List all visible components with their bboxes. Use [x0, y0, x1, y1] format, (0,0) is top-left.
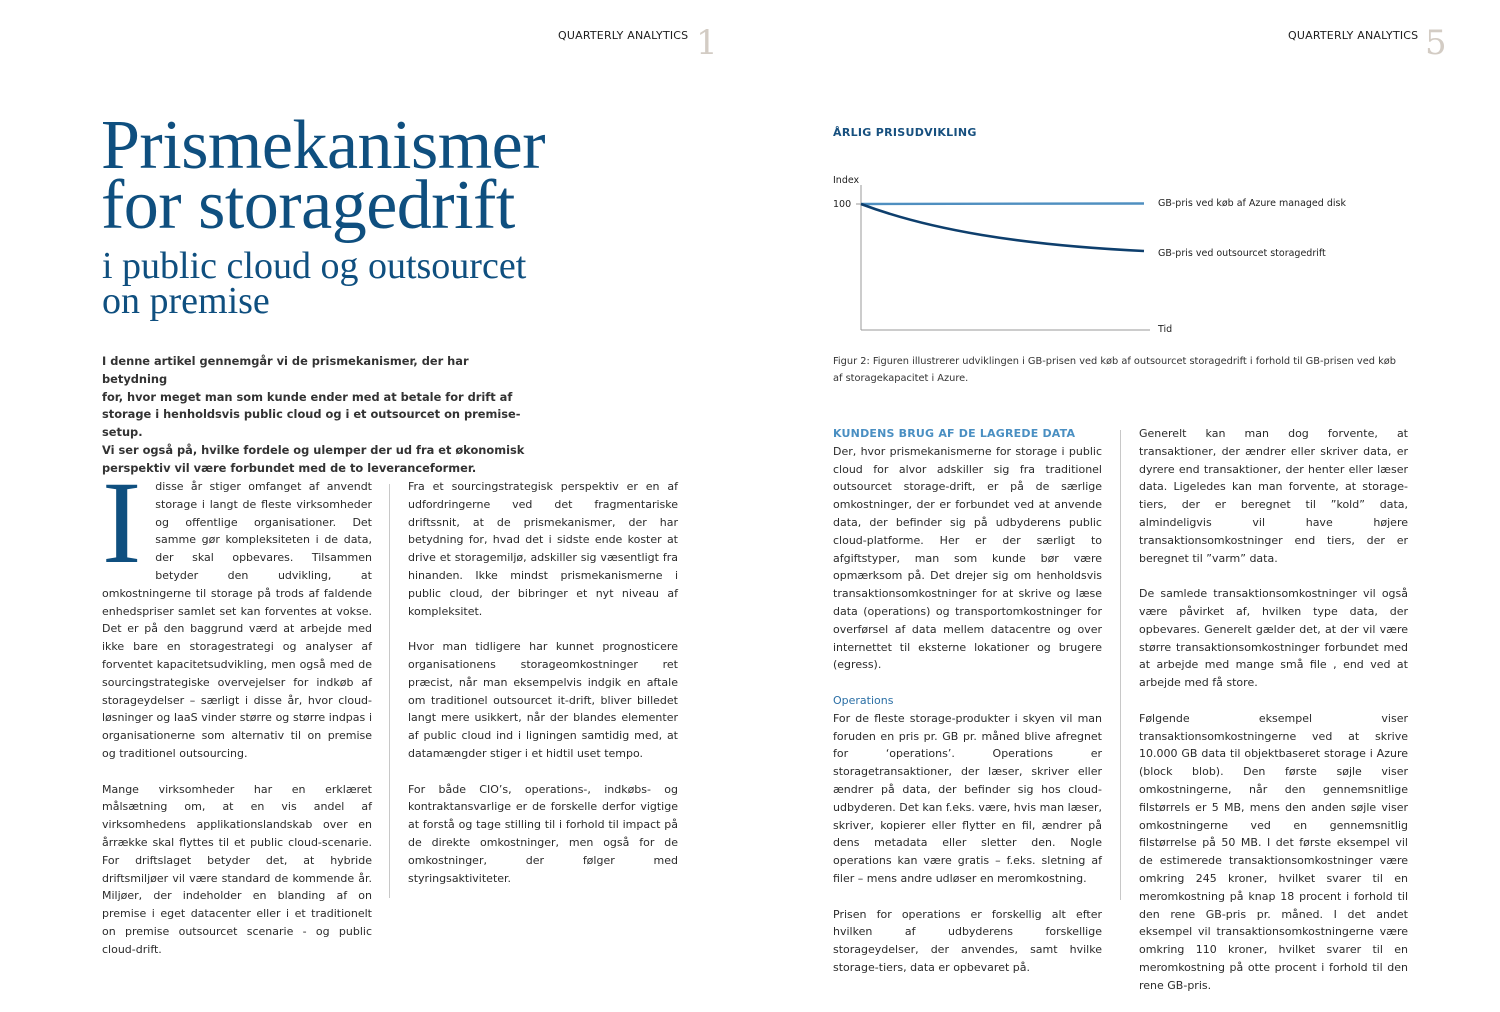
line-chart [850, 185, 1150, 335]
azure-line [861, 204, 1144, 205]
body-paragraph: Der, hvor prismekanismerne for storage i public cloud for alvor adskiller sig fra traditionel outsourcet storage-drift, er på de særlige omkostninger, der er forbundet ved at anvende data, der befinder sig på udbyderens public cloud-platforme. Her er der særligt to afgiftstyper, man som kunde bør være opmærksom på. Det drejer sig om henholdsvis transaktionsomkostninger for at skrive og læse data (operations) og transportomkostninger for overførsel af data mellem datacentre og over internettet til eksterne lokationer og brugere (egress). [833, 444, 1102, 672]
drop-cap: I [102, 457, 142, 588]
body-paragraph: For de fleste storage-produkter i skyen vil man foruden en pris pr. GB pr. måned blive afregnet for ‘operations’. Operations er storagetransaktioner, der læser, skriver eller ændrer på data, der befinder sig hos cloud-udbyderen. Det kan f.eks. være, hvis man læser, skriver, kopierer eller flytter en fil, ændrer på dens metadata eller sletter den. Nogle operations kan være gratis – f.eks. sletning af filer – mens andre udløser en meromkostning. [833, 711, 1102, 885]
body-paragraph: De samlede transaktionsomkostninger vil også være påvirket af, hvilken type data, der opbevares. Generelt gælder det, at der vil være større transaktionsomkostninger forbundet med at arbejde med mange små file , end ved at arbejde med få store. [1139, 587, 1408, 690]
body-paragraph: Prisen for operations er forskellig alt efter hvilken af udbyderens forskellige storageydelser, der anvendes, samt hvilke storage-tiers, data er opbevaret på. [833, 907, 1102, 974]
article-subtitle [102, 245, 527, 322]
lead-line: perspektiv vil være forbundet med de to leveranceformer. [102, 460, 477, 475]
legend-outsourced: GB-pris ved outsourcet storagedrift [1158, 248, 1326, 259]
lead-paragraph [102, 353, 532, 478]
running-head-right: QUARTERLY ANALYTICS [1288, 29, 1419, 42]
page-number-right: 5 [1425, 23, 1447, 63]
legend-azure: GB-pris ved køb af Azure managed disk [1158, 198, 1346, 209]
body-paragraph: Følgende eksempel viser transaktionsomkostningerne ved at skrive 10.000 GB data til objektbaseret storage i Azure (block blob). Den første søjle viser omkostningerne, når den gennemsnitlige filstørrels er 5 MB, mens den anden søjle viser omkostningerne ved en gennemsnitlig filstørrelse på 50 MB. I det første eksempel vil de estimerede transaktionsomkostninger være omkring 245 kroner, hvilket svarer til en meromkostning på knap 18 procent i forhold til den rene GB-pris pr. måned. I det andet eksempel vil transaktionsomkostningerne være omkring 110 kroner, hvilket svarer til en meromkostning på otte procent i forhold til den rene GB-pris. [1139, 711, 1408, 992]
body-paragraph: I disse år stiger omfanget af anvendt storage i langt de fleste virksomheder og offentlige organisationer. Det samme gør kompleksiteten i de data, der skal opbevares. Tilsammen betyder den udvikling, at omkostningerne til storage på trods af faldende enhedspriser samlet set kan forventes at vokse. Det er på den baggrund værd at arbejde med ikke bare en storagestrategi og analyser af forventet kapacitetsudvikling, men også med de sourcingstrategiske overvejelser for indkøb af storageydelser – særligt i disse år, hvor cloud-løsninger og IaaS vinder større og større indpas i organisationerne som alternativ til on premise og traditionel outsourcing. [102, 457, 372, 760]
lead-line: I denne artikel gennemgår vi de prismekanismer, der har betydning [102, 354, 469, 386]
section-heading: KUNDENS BRUG AF DE LAGREDE DATA [833, 427, 1076, 440]
column-divider [1120, 430, 1121, 900]
right-column-2 [1139, 425, 1408, 1012]
figure-caption: Figur 2: Figuren illustrerer udviklingen i GB-prisen ved køb af outsourcet storagedrift i forhold til GB-prisen ved køb af storagekapacitet i Azure. [833, 356, 1396, 384]
subtitle-line-1: i public cloud og outsourcet [102, 245, 527, 287]
lead-line: for, hvor meget man som kunde ender med at betale for drift af [102, 389, 513, 404]
lead-line: Vi ser også på, hvilke fordele og ulemper der ud fra et økonomisk [102, 442, 525, 457]
subtitle-line-2: on premise [102, 280, 270, 322]
body-paragraph: Hvor man tidligere har kunnet prognosticere organisationens storageomkostninger ret præcist, når man eksempelvis indgik en aftale om traditionel outsourcet it-drift, bliver billedet langt mere usikkert, når der blandes elementer af public cloud ind i ligningen samtidig med, at datamængder stiger i et hidtil uset tempo. [408, 640, 678, 760]
outsourced-line [861, 204, 1144, 251]
body-paragraph: For både CIO’s, operations-, indkøbs- og kontraktansvarlige er de forskelle derfor vigtige at forstå og tage stilling til i forhold til impact på de direkte omkostninger, men også for de omkostninger, der følger med styringsaktiviteter. [408, 782, 678, 885]
title-line-1: Prismekanismer [101, 107, 546, 184]
body-paragraph: Mange virksomheder har en erklæret målsætning om, at en vis andel af virksomhedens applikationslandskab over en årrække skal flyttes til et public cloud-scenarie. For driftslaget betyder det, at hybride driftsmiljøer vil være standard de kommende år. Miljøer, der indeholder en blanding af on premise i eget datacenter eller i et traditionelt on premise outsourcet scenarie - og public cloud-drift. [102, 782, 372, 956]
chart-title: ÅRLIG PRISUDVIKLING [833, 126, 977, 139]
body-paragraph: Generelt kan man dog forvente, at transaktioner, der ændrer eller skriver data, er dyrere end transaktioner, der henter eller læser data. Ligeledes kan man forvente, at storage-tiers, der er beregnet til ”kold” data, almindeligvis vil have højere transaktionsomkostninger end tiers, der er beregnet til ”varm” data. [1139, 427, 1408, 565]
body-paragraph: Fra et sourcingstrategisk perspektiv er en af udfordringerne ved det fragmentariske driftssnit, at de prismekanismer, der har betydning for, hvad det i sidste ende koster at drive et storagemiljø, adskiller sig væsentligt fra hinanden. Ikke mindst prismekanismerne i public cloud, der bibringer et nyt niveau af kompleksitet. [408, 480, 678, 618]
x-axis-label: Tid [1158, 324, 1173, 335]
y-axis-label: Index [833, 175, 860, 186]
title-line-2: for storagedrift [101, 167, 515, 244]
page-number-left: 1 [696, 23, 718, 63]
running-head-left: QUARTERLY ANALYTICS [558, 29, 689, 42]
left-column-2 [408, 478, 678, 905]
column-divider [389, 484, 390, 898]
y-tick-100: 100 [833, 199, 852, 210]
article-title [101, 107, 546, 244]
subheading-operations: Operations [833, 693, 894, 707]
right-column-1 [833, 425, 1102, 995]
lead-line: storage i henholdsvis public cloud og i et outsourcet on premise-setup. [102, 407, 521, 440]
